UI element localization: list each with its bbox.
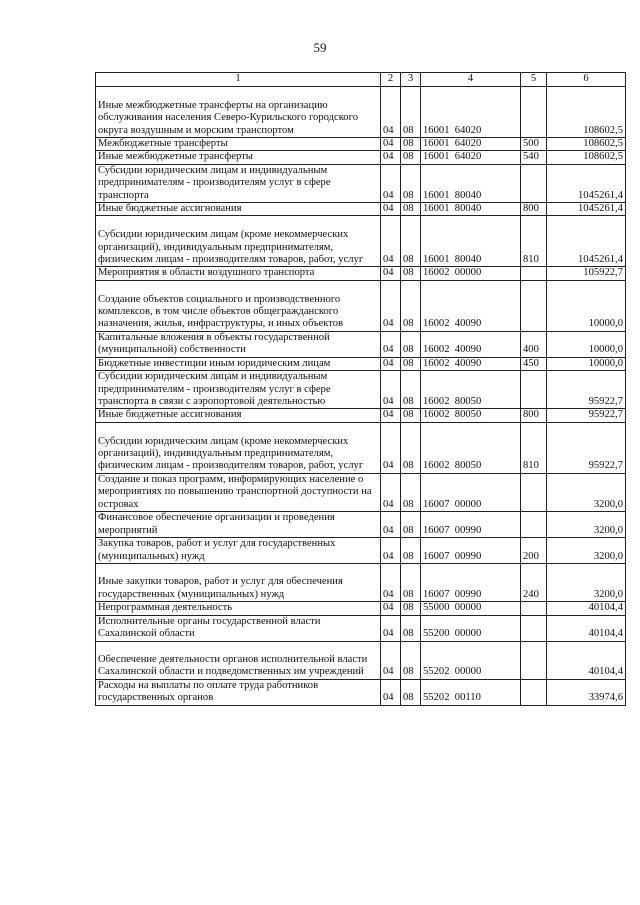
header-row [96,73,626,87]
row-expense-type-cell [521,641,547,679]
header-cell: 2 [381,73,401,87]
table-row [96,409,626,422]
row-amount-cell: 40104,4 [547,602,626,615]
row-name-cell: Закупка товаров, работ и услуг для государственных (муниципальных) нужд [96,538,381,564]
row-name-cell: Капитальные вложения в объекты государственной (муниципальной) собственности [96,331,381,357]
row-amount-cell: 3200,0 [547,473,626,511]
row-subsection-cell: 08 [401,409,421,422]
row-section-cell: 04 [381,138,401,151]
table-row [96,164,626,202]
row-target-code-cell: 16001 64020 [421,138,521,151]
row-target-code-cell: 16007 00000 [421,473,521,511]
row-target-code-cell: 16002 40090 [421,280,521,331]
row-amount-cell: 3200,0 [547,538,626,564]
row-name-cell: Расходы на выплаты по оплате труда работников государственных органов [96,679,381,705]
row-subsection-cell: 08 [401,538,421,564]
row-expense-type-cell: 450 [521,357,547,370]
row-expense-type-cell [521,679,547,705]
row-name-cell: Создание объектов социального и производственного комплексов, в том числе объектов общегражданского назначения, жилья, инфраструктуры, и иных объектов [96,280,381,331]
row-section-cell: 04 [381,357,401,370]
row-section-cell: 04 [381,615,401,641]
row-amount-cell: 95922,7 [547,409,626,422]
row-expense-type-cell: 810 [521,422,547,473]
row-section-cell: 04 [381,512,401,538]
row-name-cell: Обеспечение деятельности органов исполнительной власти Сахалинской области и подведомственных им учреждений [96,641,381,679]
table-row [96,422,626,473]
row-amount-cell: 95922,7 [547,371,626,409]
row-subsection-cell: 08 [401,331,421,357]
row-amount-cell: 10000,0 [547,357,626,370]
row-target-code-cell: 16002 80050 [421,371,521,409]
table-row [96,87,626,138]
row-section-cell: 04 [381,422,401,473]
row-expense-type-cell: 800 [521,203,547,216]
row-expense-type-cell [521,512,547,538]
table-row [96,331,626,357]
row-target-code-cell: 55202 00000 [421,641,521,679]
row-name-cell: Межбюджетные трансферты [96,138,381,151]
table-row [96,151,626,164]
table-row [96,602,626,615]
table-row [96,371,626,409]
row-section-cell: 04 [381,203,401,216]
row-subsection-cell: 08 [401,371,421,409]
row-name-cell: Субсидии юридическим лицам и индивидуальным предпринимателям - производителям услуг в сфере транспорта в связи с аэропортовой деятельностью [96,371,381,409]
row-target-code-cell: 16002 40090 [421,357,521,370]
row-target-code-cell: 55200 00000 [421,615,521,641]
row-section-cell: 04 [381,151,401,164]
row-subsection-cell: 08 [401,512,421,538]
header-cell: 6 [547,73,626,87]
row-expense-type-cell [521,280,547,331]
row-expense-type-cell: 400 [521,331,547,357]
row-section-cell: 04 [381,679,401,705]
row-expense-type-cell: 810 [521,216,547,267]
row-expense-type-cell: 240 [521,564,547,602]
row-target-code-cell: 16002 80050 [421,409,521,422]
row-subsection-cell: 08 [401,679,421,705]
row-amount-cell: 108602,5 [547,151,626,164]
row-name-cell: Непрограммная деятельность [96,602,381,615]
row-subsection-cell: 08 [401,422,421,473]
row-target-code-cell: 55202 00110 [421,679,521,705]
row-section-cell: 04 [381,164,401,202]
row-section-cell: 04 [381,409,401,422]
row-amount-cell: 10000,0 [547,280,626,331]
row-subsection-cell: 08 [401,641,421,679]
row-name-cell: Создание и показ программ, информирующих население о мероприятиях по повышению транспортной доступности на островах [96,473,381,511]
row-target-code-cell: 16001 80040 [421,216,521,267]
row-name-cell: Субсидии юридическим лицам (кроме некоммерческих организаций), индивидуальным предпринимателям, физическим лицам - производителям товаров, работ, услуг [96,422,381,473]
row-name-cell: Иные бюджетные ассигнования [96,409,381,422]
table-row [96,512,626,538]
row-target-code-cell: 16007 00990 [421,538,521,564]
table-row [96,203,626,216]
table-row [96,267,626,280]
row-target-code-cell: 16001 64020 [421,151,521,164]
row-target-code-cell: 16007 00990 [421,512,521,538]
row-target-code-cell: 55000 00000 [421,602,521,615]
row-section-cell: 04 [381,267,401,280]
row-amount-cell: 10000,0 [547,331,626,357]
header-cell: 3 [401,73,421,87]
row-expense-type-cell [521,615,547,641]
header-cell: 1 [96,73,381,87]
row-target-code-cell: 16002 80050 [421,422,521,473]
row-subsection-cell: 08 [401,151,421,164]
row-expense-type-cell [521,87,547,138]
row-name-cell: Финансовое обеспечение организации и проведения мероприятий [96,512,381,538]
row-name-cell: Исполнительные органы государственной власти Сахалинской области [96,615,381,641]
page-number: 59 [313,40,327,55]
row-expense-type-cell [521,164,547,202]
row-amount-cell: 3200,0 [547,564,626,602]
row-section-cell: 04 [381,216,401,267]
table-row [96,357,626,370]
table-row [96,641,626,679]
row-section-cell: 04 [381,473,401,511]
row-expense-type-cell [521,371,547,409]
row-amount-cell: 105922,7 [547,267,626,280]
row-target-code-cell: 16002 40090 [421,331,521,357]
row-amount-cell: 3200,0 [547,512,626,538]
row-subsection-cell: 08 [401,87,421,138]
row-subsection-cell: 08 [401,564,421,602]
row-name-cell: Субсидии юридическим лицам и индивидуальным предпринимателям - производителям услуг в сфере транспорта [96,164,381,202]
row-section-cell: 04 [381,641,401,679]
row-section-cell: 04 [381,371,401,409]
table-body [96,87,626,706]
row-subsection-cell: 08 [401,602,421,615]
row-subsection-cell: 08 [401,216,421,267]
row-amount-cell: 1045261,4 [547,216,626,267]
table-row [96,138,626,151]
row-section-cell: 04 [381,87,401,138]
row-expense-type-cell: 200 [521,538,547,564]
row-section-cell: 04 [381,331,401,357]
row-name-cell: Бюджетные инвестиции иным юридическим лицам [96,357,381,370]
row-subsection-cell: 08 [401,357,421,370]
row-target-code-cell: 16007 00990 [421,564,521,602]
header-cell: 4 [421,73,521,87]
row-amount-cell: 33974,6 [547,679,626,705]
table-row [96,280,626,331]
row-subsection-cell: 08 [401,473,421,511]
row-name-cell: Иные межбюджетные трансферты [96,151,381,164]
row-target-code-cell: 16002 00000 [421,267,521,280]
row-subsection-cell: 08 [401,203,421,216]
row-expense-type-cell [521,602,547,615]
row-name-cell: Иные закупки товаров, работ и услуг для обеспечения государственных (муниципальных) нужд [96,564,381,602]
row-amount-cell: 108602,5 [547,87,626,138]
row-section-cell: 04 [381,564,401,602]
row-expense-type-cell: 540 [521,151,547,164]
row-subsection-cell: 08 [401,615,421,641]
table-row [96,679,626,705]
table-row [96,564,626,602]
table-row [96,615,626,641]
header-cell: 5 [521,73,547,87]
table-row [96,216,626,267]
table-row [96,538,626,564]
row-expense-type-cell: 500 [521,138,547,151]
row-amount-cell: 1045261,4 [547,203,626,216]
row-amount-cell: 108602,5 [547,138,626,151]
row-name-cell: Иные межбюджетные трансферты на организацию обслуживания населения Северо-Курильского городского округа воздушным и морским транспортом [96,87,381,138]
row-section-cell: 04 [381,280,401,331]
row-target-code-cell: 16001 64020 [421,87,521,138]
row-name-cell: Иные бюджетные ассигнования [96,203,381,216]
row-name-cell: Субсидии юридическим лицам (кроме некоммерческих организаций), индивидуальным предпринимателям, физическим лицам - производителям товаров, работ, услуг [96,216,381,267]
row-expense-type-cell [521,267,547,280]
row-expense-type-cell [521,473,547,511]
row-subsection-cell: 08 [401,138,421,151]
table-row [96,473,626,511]
row-subsection-cell: 08 [401,164,421,202]
row-target-code-cell: 16001 80040 [421,164,521,202]
row-target-code-cell: 16001 80040 [421,203,521,216]
row-section-cell: 04 [381,538,401,564]
row-expense-type-cell: 800 [521,409,547,422]
budget-table [95,72,626,706]
row-subsection-cell: 08 [401,267,421,280]
row-amount-cell: 1045261,4 [547,164,626,202]
row-subsection-cell: 08 [401,280,421,331]
row-amount-cell: 40104,4 [547,615,626,641]
row-name-cell: Мероприятия в области воздушного транспорта [96,267,381,280]
row-section-cell: 04 [381,602,401,615]
row-amount-cell: 40104,4 [547,641,626,679]
row-amount-cell: 95922,7 [547,422,626,473]
